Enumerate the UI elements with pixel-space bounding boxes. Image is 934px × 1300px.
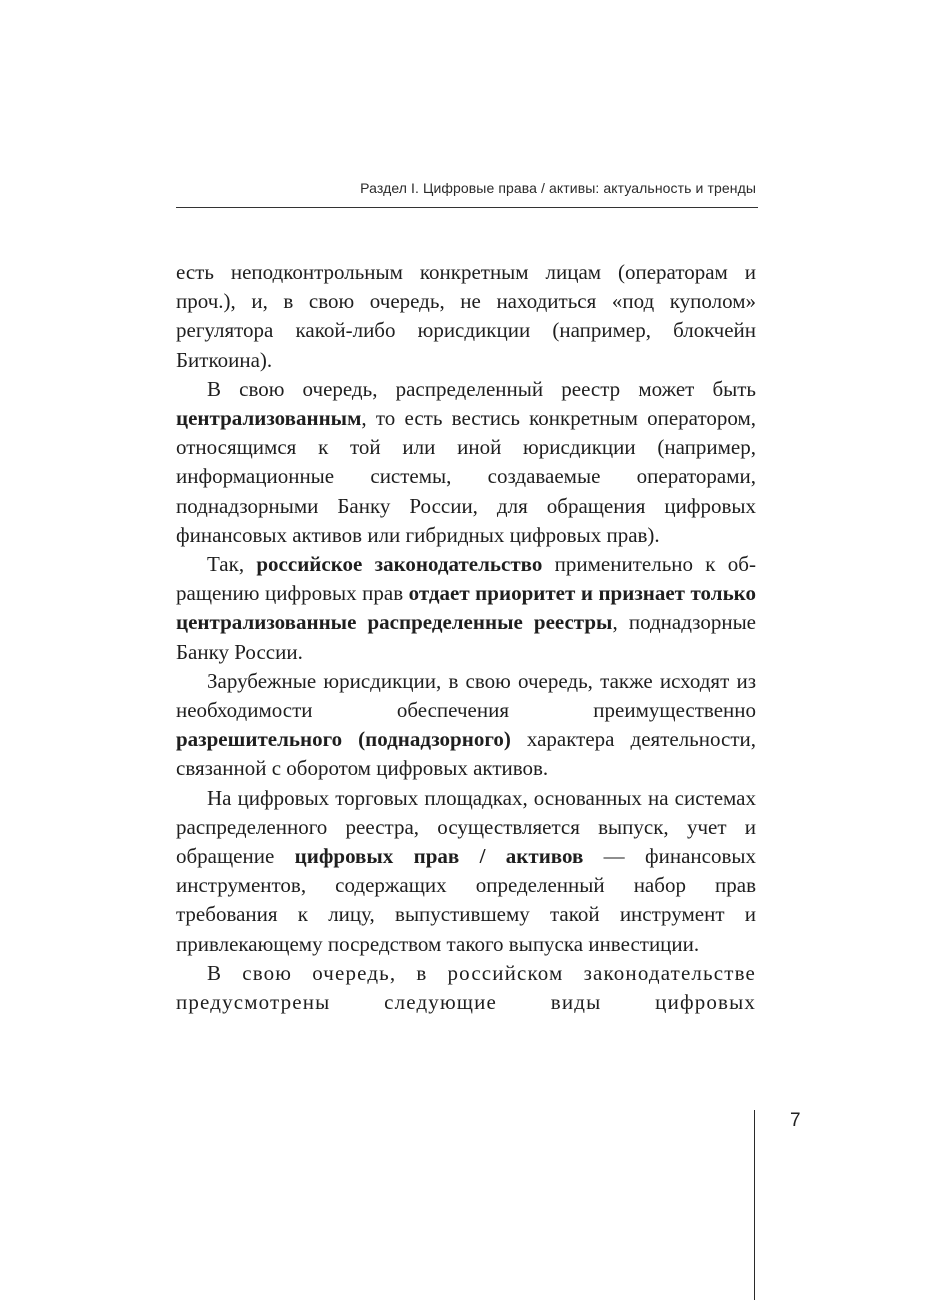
paragraph-centralized-registry xyxy=(176,375,756,550)
paragraph-foreign-jurisdictions xyxy=(176,667,756,784)
text-segment: характера деятельности, связанной с оборотом цифровых активов. xyxy=(176,727,756,781)
paragraph-russian-law xyxy=(176,550,756,667)
page-number: 7 xyxy=(790,1110,801,1131)
text-segment: Зарубежные юрисдикции, в свою очередь, также исходят из необходимости обеспечения преимущественно xyxy=(176,668,756,723)
paragraph-trading-platforms xyxy=(176,784,756,959)
body-text xyxy=(176,258,756,1017)
header-rule xyxy=(176,207,758,208)
bold-term: разрешительного (поднадзорного) xyxy=(176,727,511,752)
paragraph-types-of-rights xyxy=(176,959,756,1017)
text-segment: , поднадзорные Банку России. xyxy=(176,610,756,664)
text-segment: На цифровых торговых площадках, основанных на системах распределенного реестра, осуществляется выпуск, учет и обращение xyxy=(176,785,756,869)
bold-term: централизованным xyxy=(176,406,362,431)
paragraph-continuation xyxy=(176,258,756,375)
bold-term: отдает приоритет и признает только централизованные распределенные реестры xyxy=(176,581,756,635)
text-segment: В свою очередь, распределенный реестр может быть xyxy=(207,376,756,401)
bold-term: цифровых прав / активов xyxy=(294,844,584,869)
running-header: Раздел I. Цифровые права / активы: актуальность и тренды xyxy=(360,180,756,196)
bold-term: российское законодательство xyxy=(256,552,543,577)
text-segment: есть неподконтрольным конкретным лицам (операторам и проч.), и, в свою очередь, не находиться «под куполом» регулятора какой-либо юрисдикции (например, блокчейн Биткоина). xyxy=(176,260,756,372)
text-segment: Так, xyxy=(207,552,257,577)
text-segment: , то есть вестись конкретным оператором, относящимся к той или иной юрисдикции (например, информационные системы, создаваемые операторами, поднадзорными Банку России, для обращения цифровых финансовых активов или гибридных цифровых прав). xyxy=(176,406,756,547)
margin-rule xyxy=(754,1110,755,1300)
text-segment: В свою очередь, в российском законодательстве предусмотрены следующие виды цифровых xyxy=(176,960,756,1015)
text-segment: — финансовых инструментов, содержащих определенный набор прав требования к лицу, выпустившему такой инструмент и привлекающему посредством такого выпуска инвестиции. xyxy=(176,844,756,956)
text-segment: применительно к обращению цифровых прав xyxy=(176,552,756,606)
